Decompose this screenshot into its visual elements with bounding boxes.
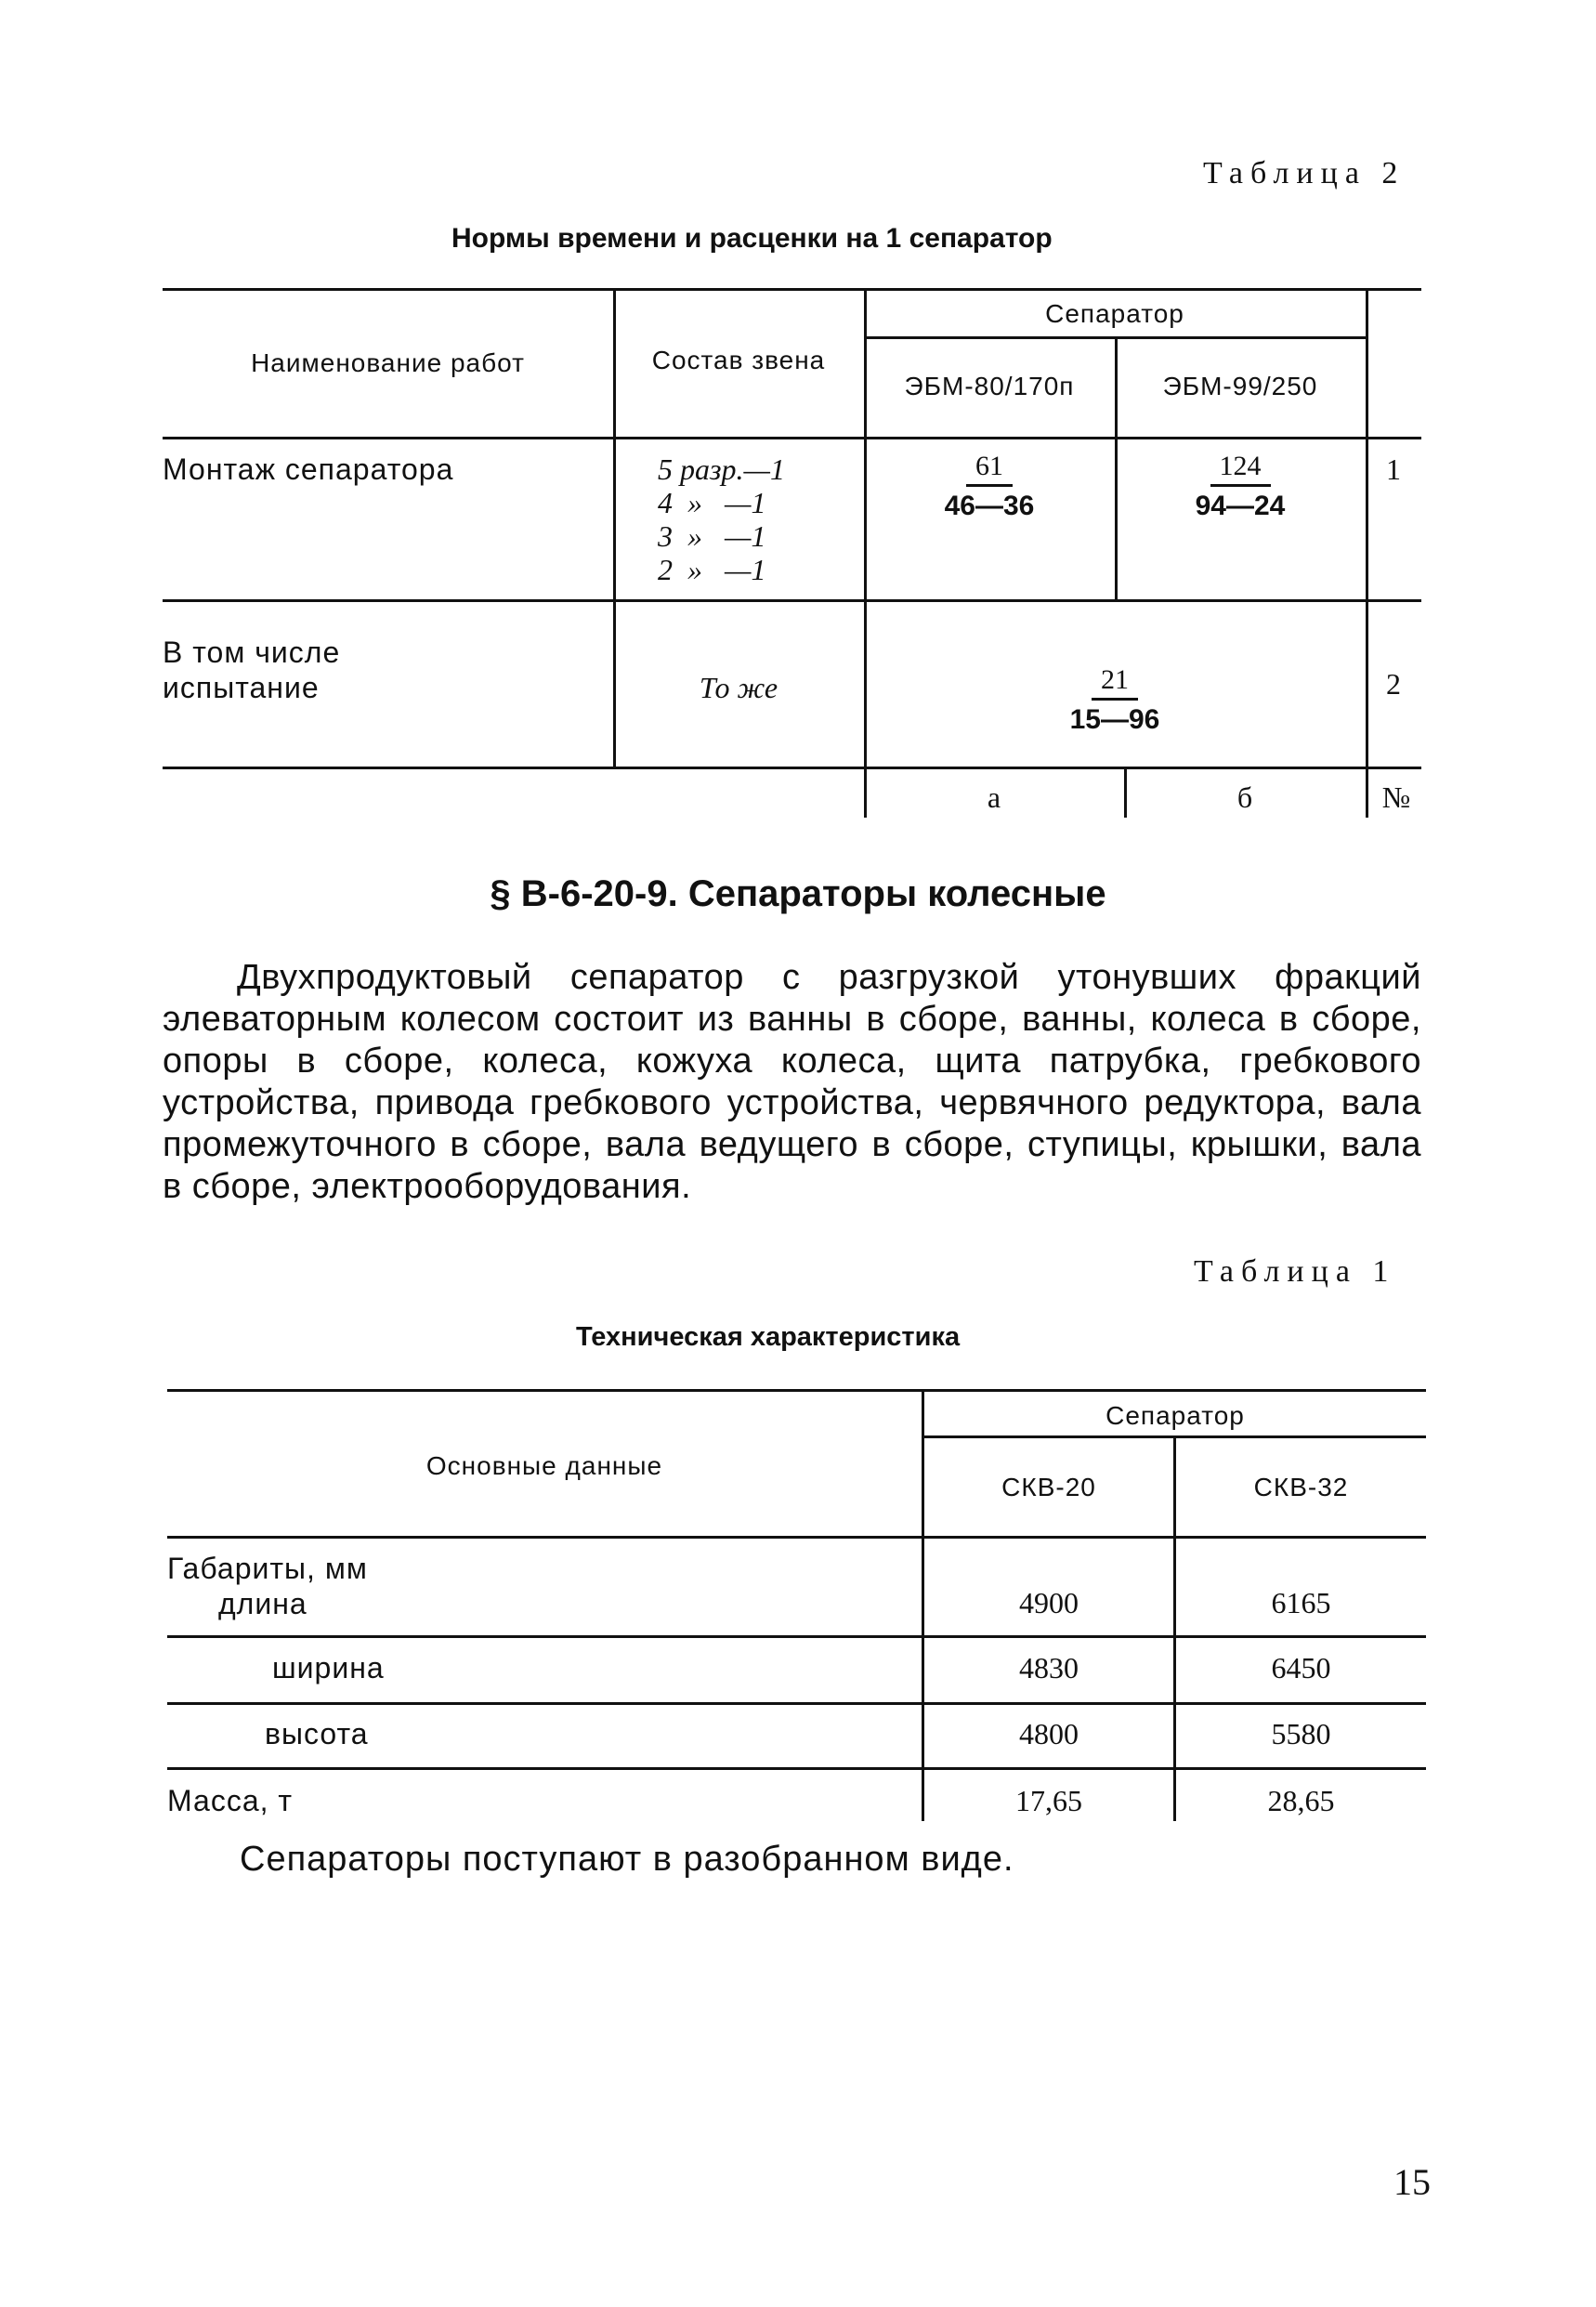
table1-row-value: 4900: [1019, 1586, 1079, 1619]
table2-row2-name: В том числе испытание: [163, 636, 341, 704]
table1-row-label: длина: [218, 1587, 307, 1620]
table2-row2-crew: То же: [699, 671, 778, 704]
table2-row2-ab: [864, 664, 1366, 736]
table2-title: Нормы времени и расценки на 1 сепаратор: [451, 223, 1053, 254]
table2-caption: Таблица 2: [1203, 156, 1406, 190]
table1-row-label: высота: [265, 1717, 369, 1750]
table2-row1-b-num: 124: [1210, 451, 1271, 487]
table2-footer-a: а: [987, 780, 1001, 814]
table1-header-col2: СКВ-32: [1253, 1473, 1349, 1501]
table1-header-main: Основные данные: [425, 1451, 663, 1480]
table1-group-label: Габариты, мм: [167, 1552, 368, 1585]
table1-row-label: ширина: [272, 1651, 385, 1684]
table1-title: Техническая характеристика: [576, 1322, 961, 1352]
table2-row1-no: 1: [1386, 452, 1401, 486]
table1-header-col1: СКВ-20: [1001, 1473, 1096, 1501]
table2-row1-name: Монтаж сепаратора: [163, 452, 454, 486]
table1-row-value: 17,65: [1015, 1784, 1082, 1817]
table2-footer-b: б: [1236, 780, 1253, 814]
table2-row1-b-den: 94—24: [1195, 491, 1286, 521]
table1-row-value: 4830: [1019, 1651, 1079, 1684]
table1-row-value: 28,65: [1267, 1784, 1335, 1817]
table2-row1-a: [864, 451, 1115, 522]
table1-row-value: 6450: [1271, 1651, 1331, 1684]
section-title: § В-6-20-9. Сепараторы колесные: [490, 873, 1106, 914]
table2-header-separator: Сепаратор: [1045, 299, 1184, 328]
table2-row2-no: 2: [1386, 667, 1401, 701]
section-paragraph: Двухпродуктовый сепаратор с разгрузкой утонувших фракций элеваторным колесом состоит из ванны в сборе, ванны, колеса в сборе, опоры в сборе, колеса, кожуха колеса, щита патрубка, гребкового устройства, привода гребкового устройства, червячного редуктора, вала промежуточного в сборе, вала ведущего в сборе, ступицы, крышки, вала в сборе, электрооборудования.: [163, 958, 1421, 1206]
table2-header-col-a: ЭБМ-80/170п: [904, 372, 1075, 400]
table2-row1-b: [1115, 451, 1366, 522]
table1-header-separator: Сепаратор: [1105, 1401, 1245, 1430]
table2-header-name: Наименование работ: [251, 348, 525, 377]
table1-row-value: 5580: [1271, 1717, 1331, 1750]
table2-footer-no: №: [1381, 780, 1411, 814]
table2-row1-a-num: 61: [966, 451, 1013, 487]
table1-row-label: Масса, т: [167, 1784, 294, 1817]
table2-row2-ab-den: 15—96: [1069, 704, 1160, 735]
table2-header-crew: Состав звена: [651, 346, 826, 374]
table2-row1-crew: 5 разр.—1 4 » —1 3 » —1 2 » —1: [658, 452, 785, 586]
table1-caption: Таблица 1: [1194, 1254, 1396, 1289]
table1-row-value: 6165: [1271, 1586, 1331, 1619]
closing-sentence: Сепараторы поступают в разобранном виде.: [240, 1840, 1014, 1879]
table1-row-value: 4800: [1019, 1717, 1079, 1750]
table2-row1-a-den: 46—36: [944, 491, 1035, 521]
table2-row2-ab-num: 21: [1092, 664, 1138, 701]
table2-header-col-b: ЭБМ-99/250: [1162, 372, 1318, 400]
page-number: 15: [1393, 2161, 1431, 2203]
